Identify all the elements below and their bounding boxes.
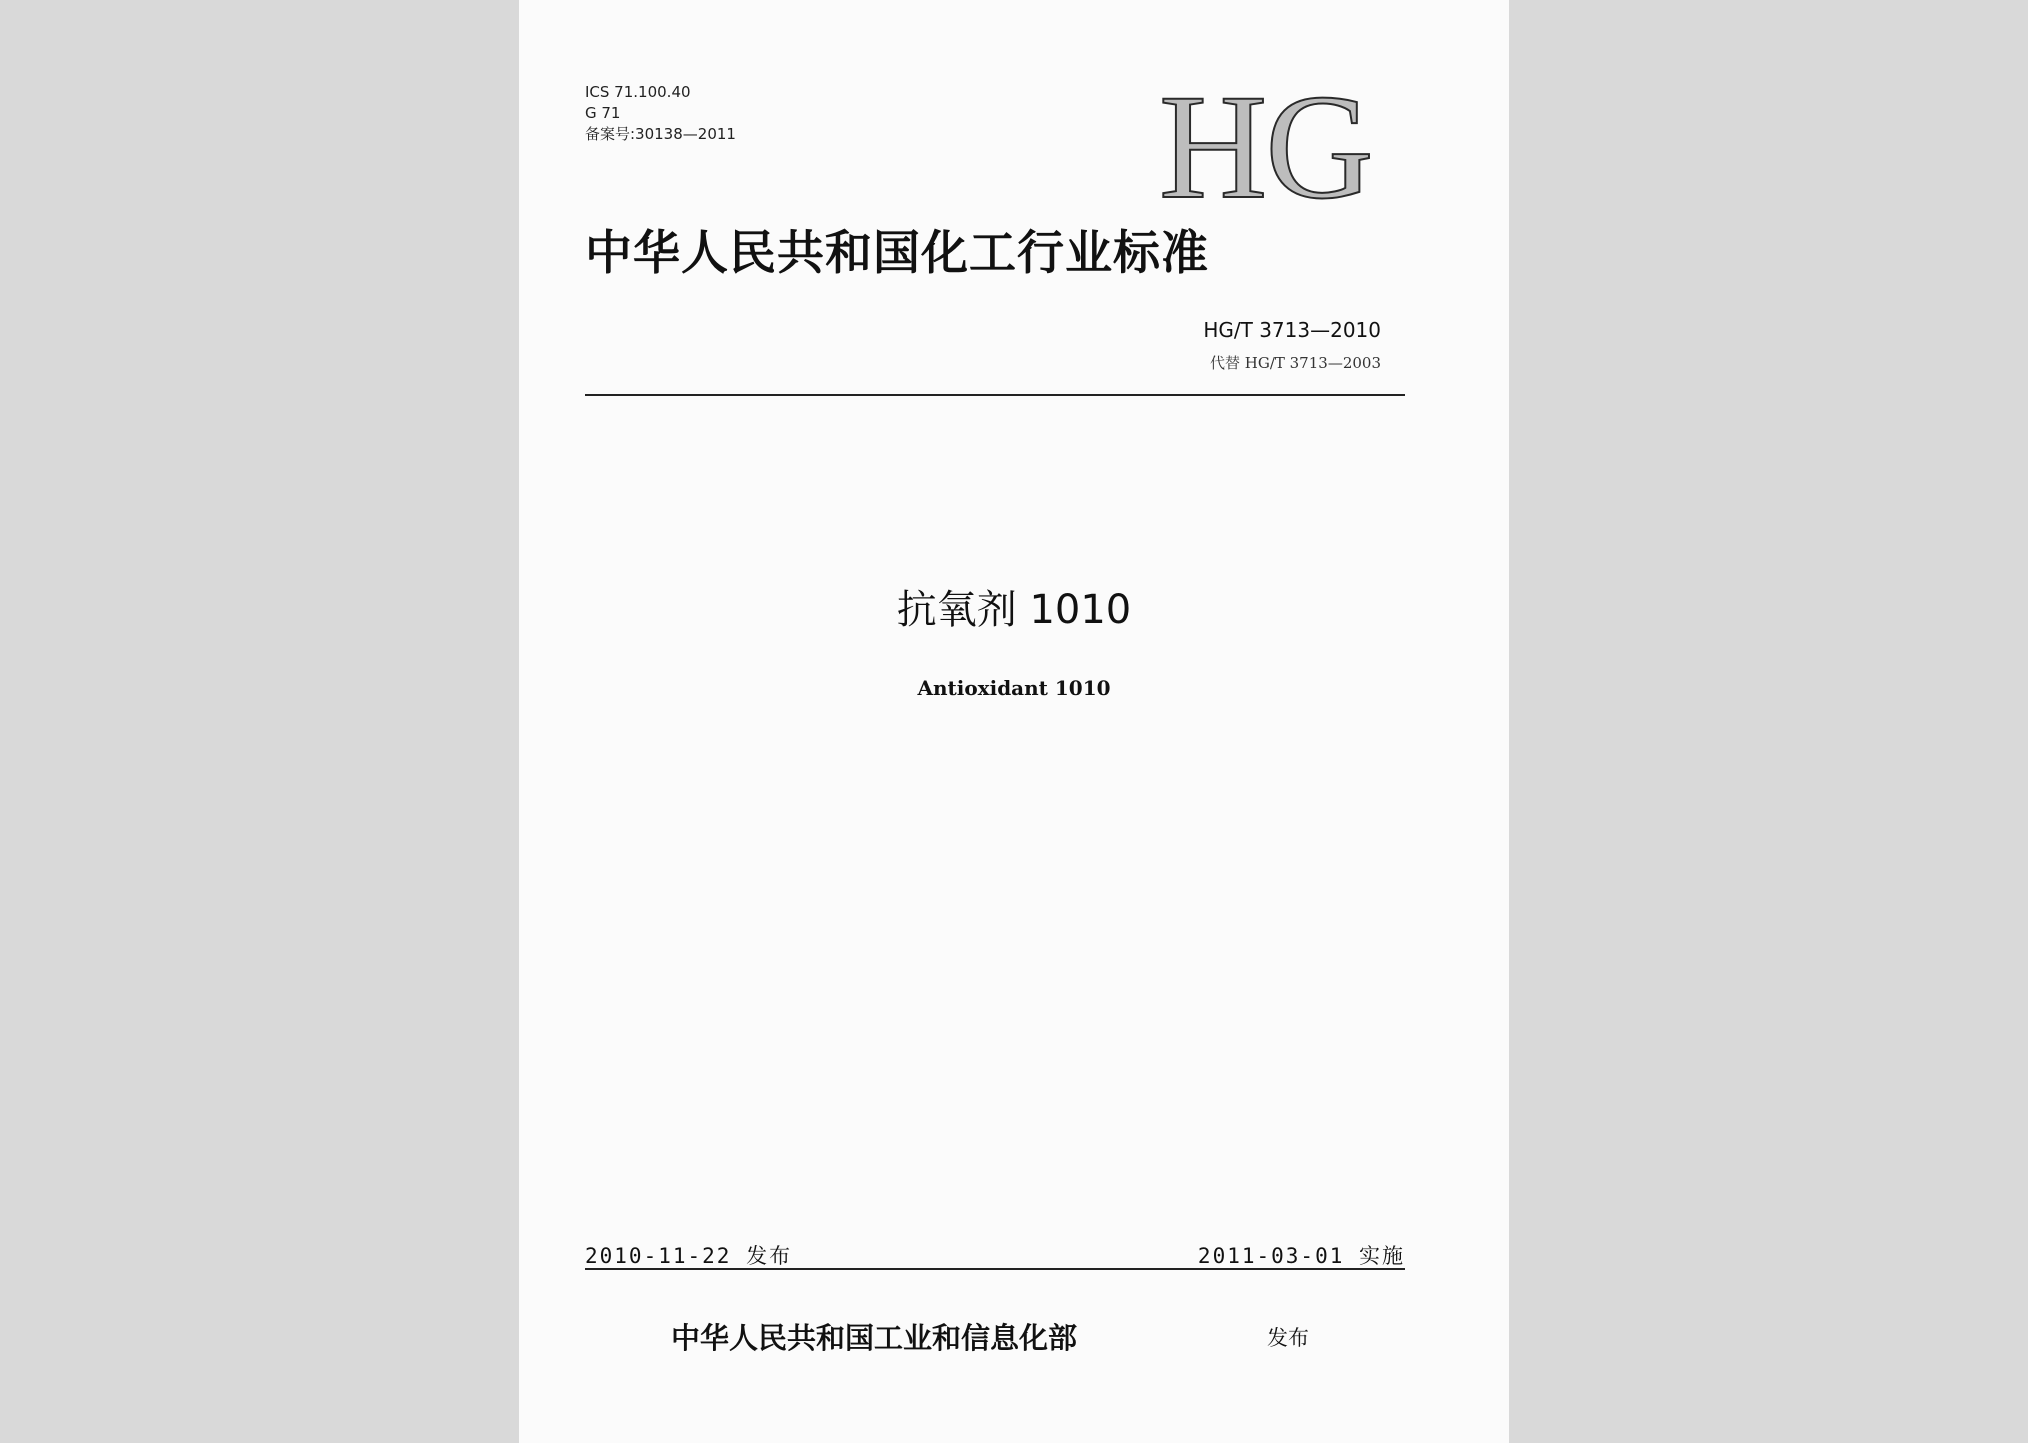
replaces-standard: 代替 HG/T 3713—2003 bbox=[1209, 354, 1381, 372]
document-cover-page bbox=[519, 0, 1509, 1443]
publisher-action: 发布 bbox=[1267, 1326, 1309, 1350]
standard-category-title: 中华人民共和国化工行业标准 bbox=[585, 226, 1209, 281]
footer-divider bbox=[585, 1268, 1405, 1270]
classification-block bbox=[585, 82, 736, 145]
header-divider bbox=[585, 394, 1405, 396]
document-title-chinese: 抗氧剂 1010 bbox=[896, 587, 1132, 633]
publisher-name: 中华人民共和国工业和信息化部 bbox=[671, 1321, 1078, 1355]
hg-logo: HG bbox=[1159, 64, 1372, 230]
document-title-english: Antioxidant 1010 bbox=[917, 676, 1111, 700]
issue-date: 2010-11-22 发布 bbox=[585, 1244, 793, 1268]
record-number: 备案号:30138—2011 bbox=[585, 125, 736, 143]
implementation-date: 2011-03-01 实施 bbox=[1197, 1244, 1405, 1268]
ccs-code: G 71 bbox=[585, 104, 621, 122]
standard-number: HG/T 3713—2010 bbox=[1203, 318, 1381, 342]
ics-code: ICS 71.100.40 bbox=[585, 83, 691, 101]
